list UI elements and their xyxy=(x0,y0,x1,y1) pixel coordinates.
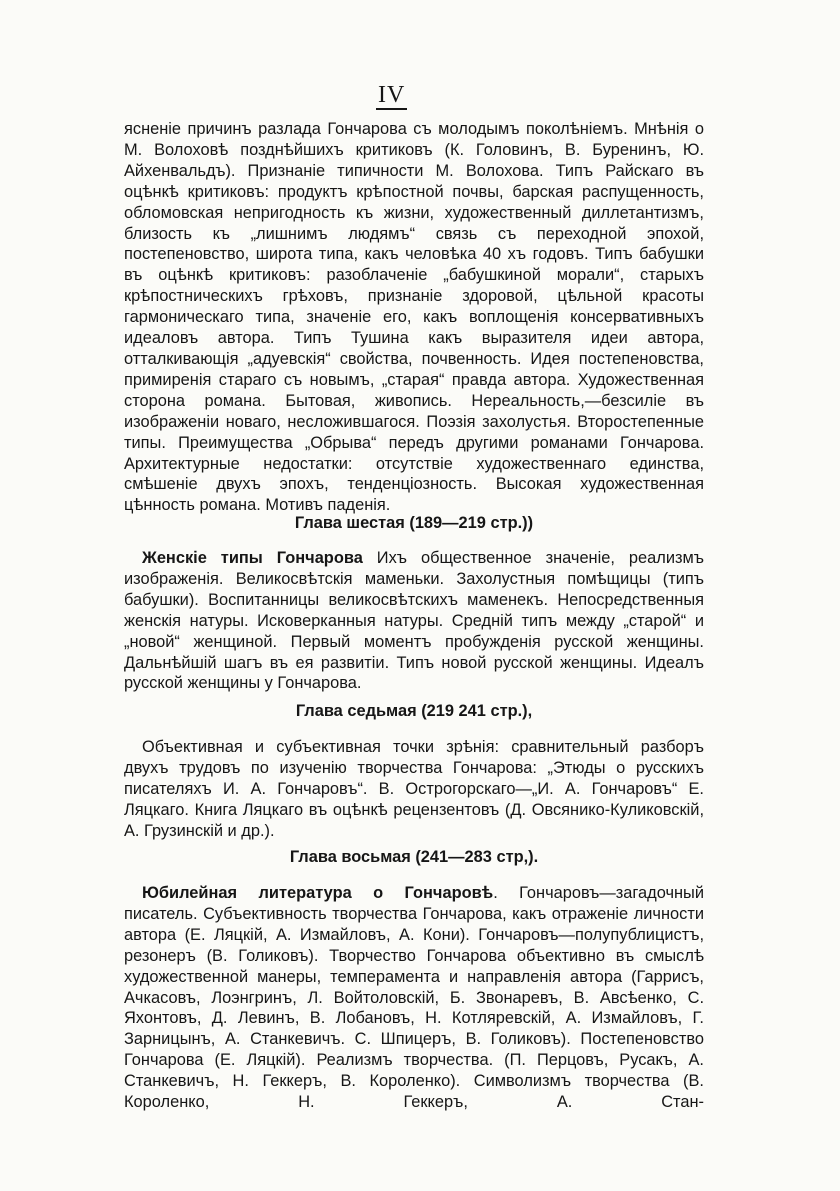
chapter5-continuation-paragraph: ясненіе причинъ разлада Гончарова съ молодымъ поколѣніемъ. Мнѣнія о М. Волоховѣ позднѣйшихъ критиковъ (К. Головинъ, В. Буренинъ, Ю. Айхенвальдъ). Признаніе типичности М. Волохова. Типъ Райскаго въ оцѣнкѣ критиковъ: продуктъ крѣпостной почвы, барская распущенность, обломовская непригодность къ жизни, художественный диллетантизмъ, близость къ „лишнимъ людямъ“ связь съ переходной эпохой, постепеновство, широта типа, какъ человѣка 40 хъ годовъ. Типъ бабушки въ оцѣнкѣ критиковъ: разоблаченіе „бабушкиной морали“, старыхъ крѣпостническихъ грѣховъ, признаніе здоровой, цѣльной красоты гармоническаго типа, значеніе его, какъ воплощенія консервативныхъ идеаловъ автора. Типъ Тушина какъ выразителя идеи автора, отталкивающія „адуевскія“ свойства, почвенность. Идея постепеновства, примиренія стараго съ новымъ, „старая“ правда автора. Художественная сторона романа. Бытовая, живопись. Нереальность,—безсиліе въ изображеніи новаго, несложившагося. Поэзія захолустья. Второстепенные типы. Преимущества „Обрыва“ передъ другими романами Гончарова. Архитектурные недостатки: отсутствіе художественнаго единства, смѣшеніе двухъ эпохъ, тенденціозность. Высокая художественная цѣнность романа. Мотивъ паденія. xyxy=(124,120,704,515)
chapter8-heading xyxy=(124,847,704,868)
chapter6-paragraph xyxy=(124,548,704,694)
chapter7-heading xyxy=(124,701,704,722)
chapter6-text: Ихъ общественное значеніе, реализмъ изображенія. Великосвѣтскія маменьки. Захолустныя помѣщицы (типъ бабушки). Воспитанницы великосвѣтскихъ маменекъ. Непосредственныя женскія натуры. Исковерканныя натуры. Средній типъ между „старой“ и „новой“ женщиной. Первый моментъ пробужденія русской женщины. Дальнѣйшій шагъ въ ея развитіи. Типъ новой русской женщины. Идеалъ русской женщины у Гончарова. xyxy=(124,549,704,693)
chapter7-paragraph: Объективная и субъективная точки зрѣнія: сравнительный разборъ двухъ трудовъ по изученію творчества Гончарова: „Этюды о русскихъ писателяхъ И. А. Гончаровъ“. В. Острогорскаго—„И. А. Гончаровъ“ Е. Ляцкаго. Книга Ляцкаго въ оцѣнкѣ рецензентовъ (Д. Овсянико-Куликовскій, А. Грузинскій и др.). xyxy=(124,738,704,840)
chapter6-lead: Женскіе типы Гончарова xyxy=(142,549,363,567)
chapter8-heading-text: Глава восьмая (241—283 стр,). xyxy=(289,848,539,866)
chapter8-lead: Юбилейная литература о Гончаровѣ xyxy=(142,884,494,902)
chapter8-paragraph xyxy=(124,883,704,1113)
page-number: IV xyxy=(378,82,406,108)
chapter6-heading-text: Глава шестая (189—219 стр.)) xyxy=(294,514,534,532)
chapter7-heading-text: Глава седьмая (219 241 стр.), xyxy=(295,702,533,720)
chapter8-text: . Гончаровъ—загадочный писатель. Субъективность творчества Гончарова, какъ отраженіе личности автора (Е. Ляцкій, А. Измайловъ, А. Кони). Гончаровъ—полупублицистъ, резонеръ (В. Голиковъ). Творчество Гончарова объективно въ смыслѣ художественной манеры, темперамента и направленія автора (Гаррисъ, Ачкасовъ, Лоэнгринъ, Л. Войтоловскій, Б. Звонаревъ, В. Авсѣенко, С. Яхонтовъ, Д. Левинъ, В. Лобановъ, Н. Котляревскій, А. Измайловъ, Г. Зарницынъ, А. Станкевичъ. С. Шпицеръ, В. Голиковъ). Постепеновство Гончарова (Е. Ляцкій). Реализмъ творчества. (П. Перцовъ, Русакъ, А. Станкевичъ, Н. Геккеръ, В. Короленко). Символизмъ творчества (В. Короленко, Н. Геккеръ, А. Стан- xyxy=(124,884,704,1112)
chapter6-heading xyxy=(124,513,704,534)
